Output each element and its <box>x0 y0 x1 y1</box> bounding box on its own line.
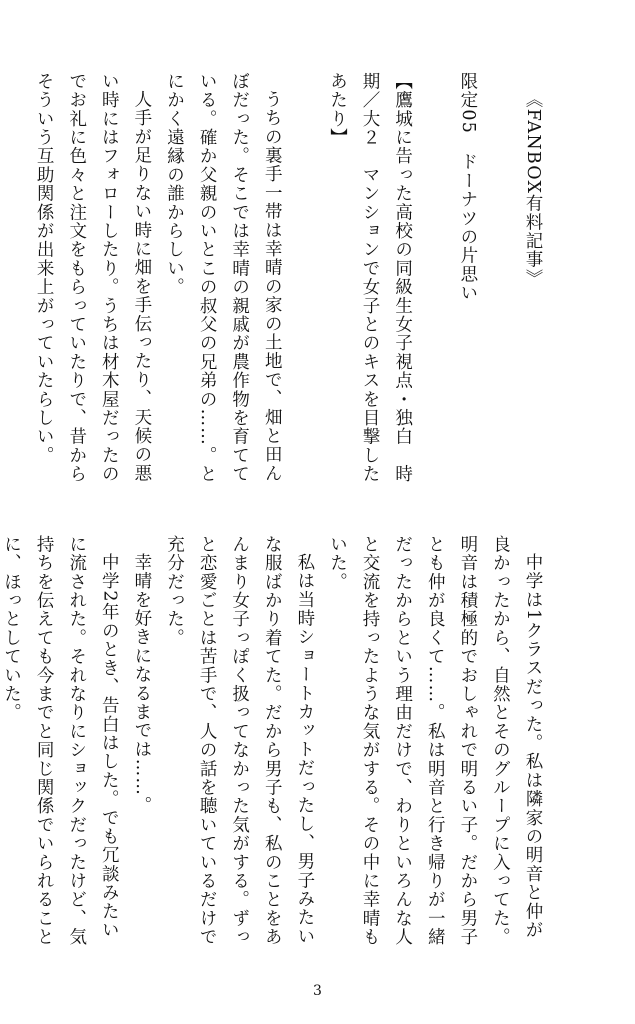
body-text-line: 充分だった。 <box>164 535 185 648</box>
body-text-line: にかく遠縁の誰からしい。 <box>164 72 185 297</box>
body-text-line: 人手が足りない時に畑を手伝ったり、天候の悪 <box>131 89 152 483</box>
body-text-line: ぼだった。そこでは幸晴の親戚が農作物を育てて <box>229 72 250 484</box>
body-text-line: だったからという理由だけで、わりといろんな人 <box>392 535 413 947</box>
top-text-block <box>28 72 550 492</box>
header-description-line: 期／大２ マンションで女子とのキスを目撃した <box>360 72 381 484</box>
body-text-line: 中学2年のとき、告白はした。でも冗談みたい <box>99 552 120 939</box>
body-text-line: 中学は1クラスだった。私は隣家の明音と仲が <box>523 552 543 939</box>
body-text-line: に流された。それなりにショックだったけど、気 <box>66 535 87 947</box>
body-text-line: いる。確か父親のいとこの叔父の兄弟の……。と <box>197 72 218 484</box>
body-text-line: んまり女子っぽく扱ってなかった気がする。ずっ <box>229 535 250 947</box>
body-text-line: と交流を持ったような気がする。その中に幸晴も <box>360 535 381 947</box>
body-text-line: 幸晴を好きになるまでは……。 <box>131 552 152 815</box>
body-text-line: と恋愛ごとは苦手で、人の話を聴いているだけで <box>197 535 218 947</box>
body-text-line: 明音は積極的でおしゃれで明るい子。だから男子 <box>457 535 478 947</box>
body-text-line: いた。 <box>327 535 348 592</box>
body-text-line: 持ちを伝えても今までと同じ関係でいられること <box>34 535 55 947</box>
line-gap <box>484 72 517 492</box>
body-text-line: な服ばかり着てた。だから男子も、私のことをあ <box>262 535 283 947</box>
bottom-text-block <box>0 535 549 960</box>
body-text-line: 私は当時ショートカットだったし、男子みたい <box>294 552 315 946</box>
body-text-line: そういう互助関係が出来上がっていたらしい。 <box>34 72 55 465</box>
body-text-line: でお礼に色々と注文をもらっていたりで、昔から <box>66 72 87 484</box>
header-description-line: あたり】 <box>327 72 348 147</box>
header-title: 《FANBOX有料記事》 <box>523 89 543 288</box>
body-text-line: とも仲が良くて……。私は明音と行き帰りが一緒 <box>425 535 446 947</box>
body-text-line: に、ほっとしていた。 <box>1 535 22 722</box>
page-number: 3 <box>313 983 322 999</box>
line-gap <box>288 72 321 492</box>
line-gap <box>419 72 452 492</box>
body-text-line: 良かったから、自然とそのグループに入ってた。 <box>490 535 511 947</box>
header-description-line: 【鷹城に告った高校の同級生女子視点・独白 時 <box>392 72 413 484</box>
body-text-line: い時にはフォローしたり。うちは材木屋だったの <box>99 72 120 484</box>
body-text-line: うちの裏手一帯は幸晴の家の土地で、畑と田ん <box>262 89 283 483</box>
header-subtitle: 限定05 ドーナツの片思い <box>457 72 478 303</box>
